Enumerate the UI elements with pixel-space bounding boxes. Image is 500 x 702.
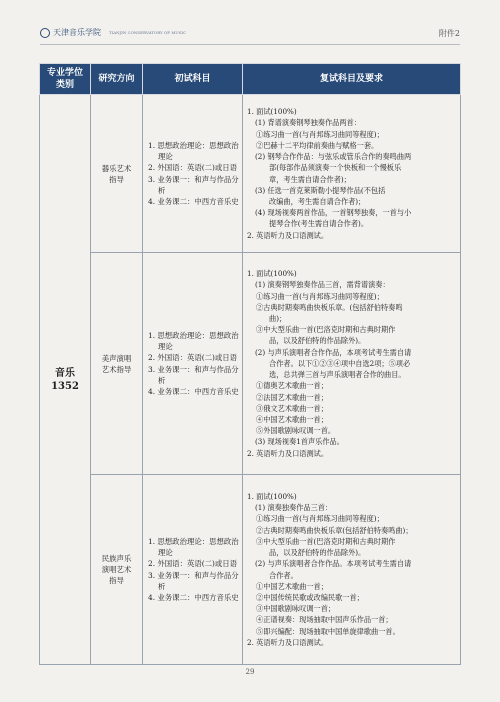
retest-requirement-line: ②古典时期奏鸣曲快板乐章(包括舒伯特奏鸣曲)； (256, 525, 413, 535)
exam-subjects-table (39, 63, 461, 665)
direction-line: 演唱艺术 (101, 565, 132, 574)
retest-requirement-line: ②法国艺术歌曲一首； (256, 392, 328, 402)
school-logo (40, 27, 186, 38)
retest-requirement-line: ③中大型乐曲一首(巴洛克时期和古典时期作 (256, 325, 396, 335)
table-header-row (40, 64, 461, 95)
retest-requirement-line: ③中国歌剧咏叹调一首； (256, 604, 336, 614)
retest-requirement-line: 部(每部作品须演奏一个快板和一个慢板乐 (269, 163, 402, 173)
table-row (40, 95, 461, 253)
header-rule (40, 44, 460, 45)
initial-subject-item: 4. 业务课二：中西方音乐史 (148, 592, 239, 602)
retest-requirement-line: 1. 面试(100%) (247, 107, 297, 117)
initial-subject-item: 4. 业务课二：中西方音乐史 (148, 196, 239, 206)
retest-requirement-line: 2. 英语听力及口语测试。 (247, 448, 329, 458)
retest-requirement-line: 1. 面试(100%) (247, 492, 297, 502)
direction-cell (91, 475, 143, 665)
logo-text: 天津音乐学院 (53, 28, 101, 37)
initial-subject-item: 1. 思想政治理论：思想政治理论 (148, 140, 239, 162)
retest-requirement-line: ④正谱视奏：现场抽取中国声乐作品一首； (256, 615, 393, 625)
retest-requirement-line: ②巴赫十二平均律前奏曲与赋格一套。 (256, 140, 379, 150)
retest-requirement-line: (2) 与声乐演唱者合作作品。本项考试考生需自请 (255, 559, 412, 569)
retest-requirement-line: 章，考生需自请合作者)； (269, 174, 351, 184)
header-category (40, 64, 91, 95)
retest-requirement-line: ④中国艺术歌曲一首； (256, 414, 328, 424)
direction-line: 器乐艺术 (101, 163, 132, 173)
logo-subtitle: TIANJIN CONSERVATORY OF MUSIC (109, 30, 187, 35)
retest-requirement-line: 品，以及舒伯特的作品除外)。 (269, 336, 366, 346)
initial-subject-item: 2. 外国语：英语(二)或日语 (148, 559, 238, 569)
degree-category-cell (40, 95, 91, 665)
table-row (40, 253, 461, 475)
initial-subjects-cell (143, 253, 243, 475)
retest-requirement-line: (3) 任选一首克莱斯勒小提琴作品(不包括 (255, 185, 386, 195)
direction-cell (91, 95, 143, 253)
direction-line: 民族声乐 (101, 554, 132, 563)
retest-requirement-line: ⑤即兴编配：现场抽取中国单旋律歌曲一首。 (256, 626, 400, 636)
retest-requirement-line: 2. 英语听力及口语测试。 (247, 637, 329, 647)
page-header (0, 0, 500, 50)
initial-subject-item: 3. 业务课一：和声与作品分析 (148, 364, 239, 385)
table-row (40, 475, 461, 665)
retest-requirement-line: ③俄文艺术歌曲一首； (256, 403, 328, 413)
retest-requirement-line: 合作者。以下①②③④项中自选2项；⑤项必 (269, 358, 411, 368)
retest-requirement-line: ①中国艺术歌曲一首； (256, 581, 328, 591)
retest-requirement-line: 选，总共弹三首与声乐演唱者合作的曲目。 (269, 370, 406, 380)
retest-requirement-line: ①练习曲一首(与肖邦练习曲同等程度)； (256, 129, 384, 139)
retest-requirements-cell (243, 475, 461, 665)
direction-line: 指导 (109, 576, 124, 585)
retest-requirements-cell (243, 95, 461, 253)
initial-subjects-cell (143, 475, 243, 665)
annex-label: 附件2 (438, 29, 460, 38)
retest-requirement-line: 2. 英语听力及口语测试。 (247, 230, 329, 240)
category-name: 音乐 (55, 367, 75, 379)
retest-requirements-cell (243, 253, 461, 475)
retest-requirement-line: (4) 现场视奏两首作品，一首钢琴独奏，一首与小 (255, 208, 412, 218)
retest-requirement-line: ①练习曲一首(与肖邦练习曲同等程度)； (256, 291, 384, 301)
direction-line: 美声演唱 (101, 353, 132, 363)
retest-requirement-line: ③中大型乐曲一首(巴洛克时期和古典时期作 (256, 536, 396, 546)
direction-cell (91, 253, 143, 475)
initial-subject-item: 1. 思想政治理论：思想政治理论 (148, 536, 239, 558)
initial-subjects-cell (143, 95, 243, 253)
retest-requirement-line: 1. 面试(100%) (247, 269, 297, 279)
initial-subject-item: 1. 思想政治理论：思想政治理论 (148, 330, 239, 352)
header-category-line: 专业学位 (46, 68, 83, 78)
retest-requirement-line: 提琴合作(考生需自请合作者)。 (269, 219, 369, 229)
header-direction: 研究方向 (91, 64, 143, 95)
initial-subject-item: 3. 业务课一：和声与作品分析 (148, 174, 239, 195)
initial-subject-item: 2. 外国语：英语(二)或日语 (148, 163, 238, 173)
direction-line: 艺术指导 (101, 364, 132, 374)
retest-requirement-line: (1) 演奏钢琴独奏作品三首，需背谱演奏： (255, 280, 390, 290)
header-retest-subjects: 复试科目及要求 (243, 64, 461, 95)
initial-subject-item: 3. 业务课一：和声与作品分析 (148, 570, 239, 591)
header-initial-subjects: 初试科目 (143, 64, 243, 95)
retest-requirement-line: 曲)； (269, 314, 287, 324)
direction-line: 指导 (109, 174, 124, 184)
retest-requirement-line: (2) 钢琴合作作品：与弦乐或管乐合作的奏鸣曲两 (255, 152, 412, 162)
retest-requirement-line: 合作者。 (269, 570, 298, 580)
retest-requirement-line: (3) 现场视奏1首声乐作品。 (255, 437, 344, 447)
retest-requirement-line: (2) 与声乐演唱者合作作品，本项考试考生需自请 (255, 347, 412, 357)
retest-requirement-line: (1) 背谱演奏钢琴独奏作品两首： (255, 118, 361, 128)
retest-requirement-line: ①练习曲一首(与肖邦练习曲同等程度)； (256, 514, 384, 524)
retest-requirement-line: ⑤外国歌剧咏叹调一首。 (256, 426, 336, 436)
initial-subject-item: 2. 外国语：英语(二)或日语 (148, 353, 238, 363)
retest-requirement-line: 改编曲，考生需自请合作者)； (269, 196, 366, 206)
page-number: 29 (245, 668, 255, 676)
initial-subject-item: 4. 业务课二：中西方音乐史 (148, 386, 239, 396)
retest-requirement-line: ②中国传统民歌或改编民歌一首； (256, 592, 364, 602)
school-seal-icon (40, 28, 50, 38)
retest-requirement-line: 品，以及舒伯特的作品除外)。 (269, 548, 366, 558)
retest-requirement-line: ②古典时期奏鸣曲快板乐章。(包括舒伯特奏鸣 (256, 302, 403, 312)
header-category-line: 类别 (55, 80, 74, 90)
category-code: 1352 (51, 380, 79, 392)
retest-requirement-line: ①德奥艺术歌曲一首； (256, 381, 328, 391)
retest-requirement-line: (1) 演奏独奏作品三首： (255, 503, 333, 513)
